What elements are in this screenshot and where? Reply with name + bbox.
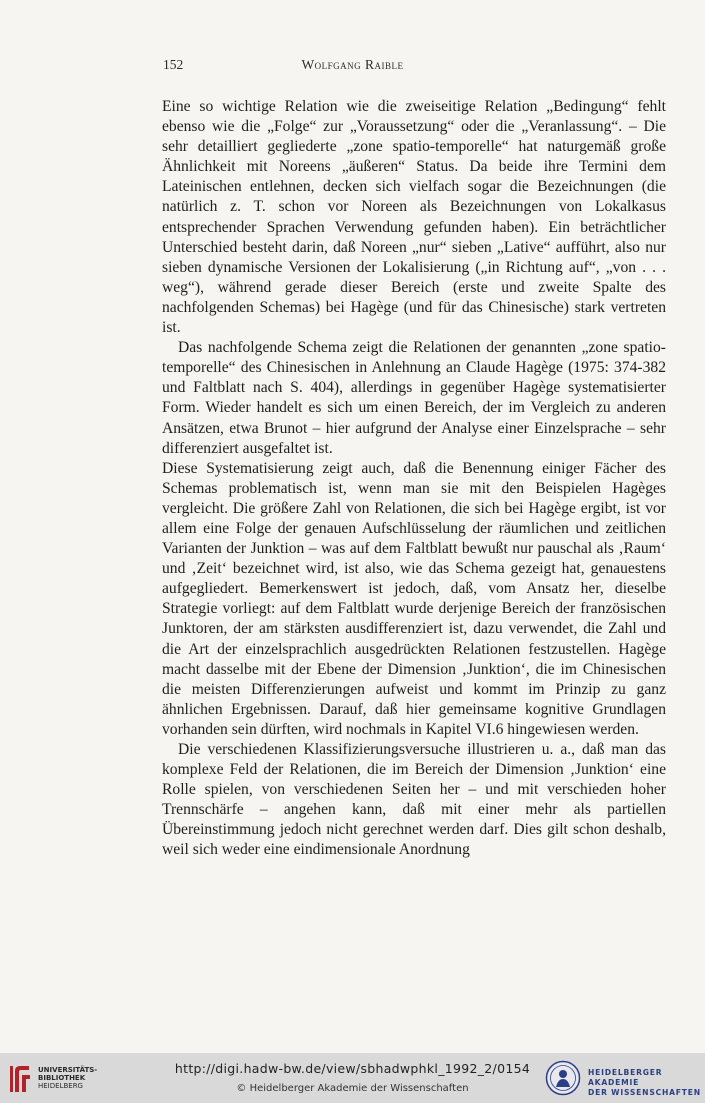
body-text	[162, 97, 666, 861]
permalink-url[interactable]: http://digi.hadw-bw.de/view/sbhadwphkl_1992_2/0154	[174, 1061, 531, 1076]
academy-seal-icon	[545, 1060, 581, 1096]
page-number: 152	[163, 57, 184, 72]
page-header	[0, 57, 705, 77]
logo-line: UNIVERSITÄTS-	[38, 1066, 98, 1074]
academy-name	[588, 1068, 705, 1098]
logo-line: HEIDELBERG	[38, 1082, 83, 1090]
logo-line: BIBLIOTHEK	[38, 1074, 86, 1082]
copyright-notice: © Heidelberger Akademie der Wissenschaften	[236, 1083, 469, 1094]
logo-line: HEIDELBERGER AKADEMIE	[588, 1068, 663, 1087]
paragraph: Die verschiedenen Klassifizierungsversuche illustrieren u. a., daß man das komplexe Feld der Relationen, die im Bereich der Dimension ‚Junktion‘ eine Rolle spielen, von verschiedenen Seiten her – und mit verschieden hoher Trennschärfe – angehen kann, daß mit einer mehr als partiellen Übereinstimmung jedoch nicht gerechnet werden darf. Dies gilt schon deshalb, weil sich weder eine eindimensionale Anordnung	[162, 741, 666, 859]
footer-bar	[0, 1053, 705, 1103]
running-title: Wolfgang Raible	[301, 57, 404, 72]
paragraph: Eine so wichtige Relation wie die zweiseitige Relation „Bedingung“ fehlt ebenso wie die „Folge“ zur „Voraussetzung“ oder die „Veranlassung“. – Die sehr detailliert gegliederte „zone spatio-temporelle“ hat naturgemäß große Ähnlichkeit mit Noreens „äußeren“ Status. Da beide ihre Termini dem Lateinischen entlehnen, decken sich vielfach sogar die Bezeichnungen (die natürlich z. T. schon vor Noreen als Bezeichnungen von Lokalkasus entsprechender Sprachen Verwendung gefunden haben). Ein beträchtlicher Unterschied besteht darin, daß Noreen „nur“ sieben „Lative“ aufführt, also nur sieben dynamische Versionen der Lokalisierung („in Richtung auf“, „von . . . weg“), während gerade dieser Bereich (erste und zweite Spalte des nachfolgenden Schemas) bei Hagège (und für das Chinesische) stark vertreten ist.	[162, 98, 666, 337]
logo-line: DER WISSENSCHAFTEN	[588, 1088, 701, 1097]
paragraph: Das nachfolgende Schema zeigt die Relationen der genannten „zone spatio-temporelle“ des Chinesischen in Anlehnung an Claude Hagège (1975: 374-382 und Faltblatt nach S. 404), allerdings in gegenüber Hagège systematisierter Form. Wieder handelt es sich um einen Bereich, der im Vergleich zu anderen Ansätzen, etwa Brunot – hier aufgrund der Analyse einer Einzelsprache – sehr differenziert ausgefaltet ist.	[162, 339, 666, 457]
paragraph: Diese Systematisierung zeigt auch, daß die Benennung einiger Fächer des Schemas problematisch ist, wenn man sie mit den Beispielen Hagèges vergleicht. Die größere Zahl von Relationen, die sich bei Hagège ergibt, ist vor allem eine Folge der genauen Aufschlüsselung der räumlichen und zeitlichen Varianten der Junktion – was auf dem Faltblatt bewußt nur pauschal als ‚Raum‘ und ‚Zeit‘ bezeichnet wird, ist also, wie das Schema gezeigt hat, genauestens aufgegliedert. Bemerkenswert ist jedoch, daß, vom Ansatz her, dieselbe Strategie vorliegt: auf dem Faltblatt wurde derjenige Bereich der französischen Junktoren, der am stärksten ausdifferenziert ist, dazu verwendet, die Zahl und die Art der einzelsprachlich ausgedrückten Relationen festzustellen. Hagège macht dasselbe mit der Ebene der Dimension ‚Junktion‘, die im Chinesischen die meisten Differenzierungen aufweist und kommt im Prinzip zu ganz ähnlichen Ergebnissen. Darauf, daß hier gemeinsame kognitive Grundlagen vorhanden sein dürften, wird nochmals in Kapitel VI.6 hingewiesen werden.	[162, 459, 666, 738]
